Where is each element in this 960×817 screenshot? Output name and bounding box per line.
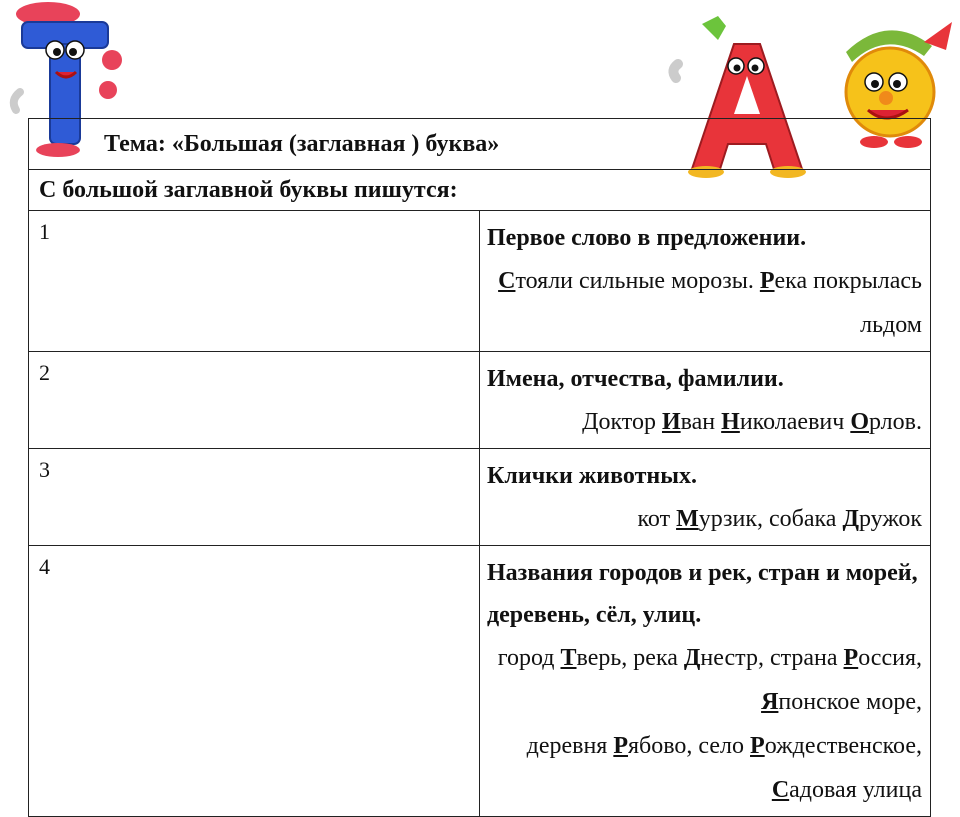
capital-letter: Р [750,733,765,759]
subtitle-row [29,170,931,211]
example-text: город [497,645,561,671]
table-row [29,352,931,449]
capital-letter: Д [683,645,701,671]
capital-letter: Н [721,409,740,435]
rule-text: Названия городов и рек, стран и морей, деревень, сёл, улиц. [487,560,918,628]
table-subtitle: С большой заглавной буквы пишутся: [29,170,931,211]
row-number: 3 [29,449,480,546]
capital-letter: О [850,409,869,435]
example-line [487,400,922,444]
example-line [487,497,922,541]
example-text: иколаевич [739,409,851,435]
rule-cell [480,449,931,546]
example-text: адовая улица [789,777,922,803]
example-text: урзик, собака [698,506,843,532]
rule-cell [480,211,931,352]
table-row [29,546,931,817]
table-row [29,449,931,546]
example-text: ождественское, [764,733,922,759]
example-text: рлов. [869,409,922,435]
rules-table [28,118,931,817]
example-line [487,724,922,812]
rule-cell [480,352,931,449]
example-text: ябово, село [628,733,751,759]
bow-icon [702,16,726,40]
capital-letter: Р [759,268,775,294]
example-line [487,636,922,724]
capital-letter: Т [560,645,577,671]
example-text: Доктор [582,409,662,435]
capital-letter: Р [843,645,859,671]
capital-letter: Я [761,689,779,715]
example-line [487,259,922,347]
example-text: деревня [526,733,614,759]
example-text: ека покрылась льдом [774,268,922,338]
capital-letter: Р [613,733,629,759]
row-number: 2 [29,352,480,449]
example-text: ружок [858,506,922,532]
example-text: нестр, страна [700,645,844,671]
example-text: верь, река [576,645,684,671]
example-text: кот [637,506,677,532]
example-text: тояли сильные морозы. [515,268,760,294]
title-row [29,119,931,170]
row-number: 4 [29,546,480,817]
example-text: оссия, [858,645,922,671]
rule-text: Первое слово в предложении. [487,225,807,251]
example-text: понское море, [778,689,922,715]
capital-letter: Д [842,506,859,532]
rule-cell [480,546,931,817]
page-title: Тема: «Большая (заглавная ) буква» [29,119,931,170]
row-number: 1 [29,211,480,352]
table-row [29,211,931,352]
capital-letter: И [661,409,681,435]
rule-text: Имена, отчества, фамилии. [487,366,784,392]
rule-text: Клички животных. [487,463,697,489]
capital-letter: М [676,506,699,532]
capital-letter: С [498,268,516,294]
capital-letter: С [771,777,790,803]
example-text: ван [680,409,722,435]
